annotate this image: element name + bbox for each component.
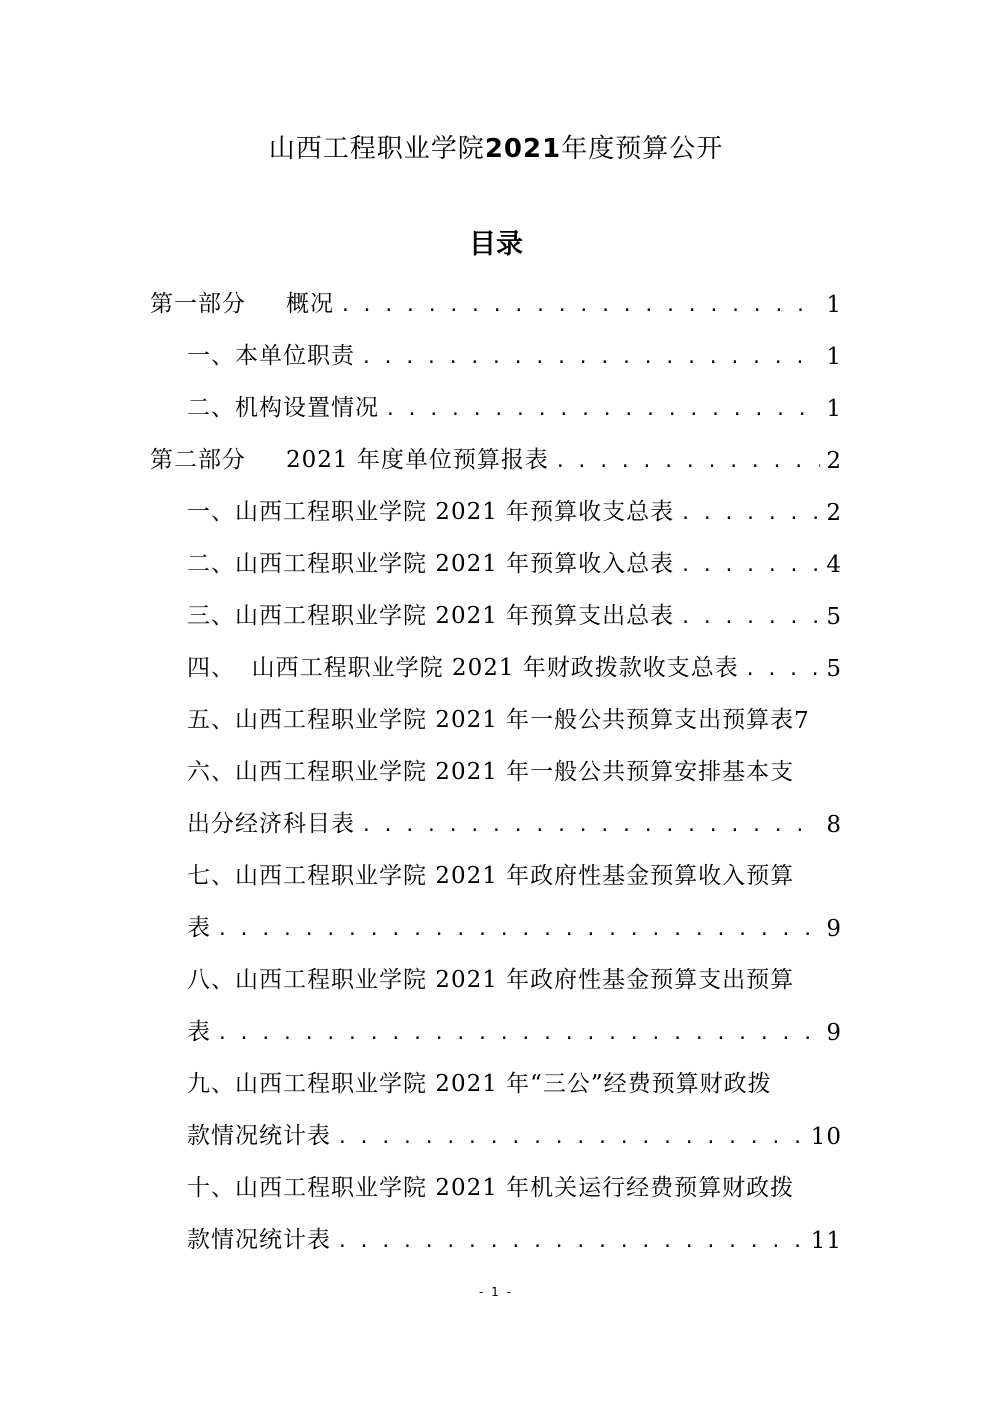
toc-entry-text-line1: 十、山西工程职业学院 2021 年机关运行经费预算财政拨 <box>187 1175 795 1201</box>
toc-entry-basic-expenditure-economic[interactable] <box>187 734 842 838</box>
dot-leader <box>337 1127 805 1150</box>
page-footer-number: - 1 - <box>479 1285 513 1299</box>
toc-page-number: 2 <box>826 500 842 526</box>
document-title <box>0 128 992 165</box>
toc-page-number: 9 <box>826 1020 842 1046</box>
dot-leader <box>361 347 820 370</box>
dot-leader <box>745 659 821 682</box>
toc-entry-text: 三、山西工程职业学院 2021 年预算支出总表 <box>187 603 675 629</box>
toc-page-number: 2 <box>826 448 842 474</box>
toc-page-number: 4 <box>826 552 842 578</box>
table-of-contents <box>150 266 842 1254</box>
toc-page-number: 9 <box>826 916 842 942</box>
toc-entry-text: 二、机构设置情况 <box>187 395 379 421</box>
toc-entry-text: 一、本单位职责 <box>187 343 355 369</box>
toc-entry-text-line2: 款情况统计表 <box>187 1227 331 1253</box>
toc-entry-text-line2: 表 <box>187 1019 211 1045</box>
toc-entry-part-2[interactable] <box>150 422 842 474</box>
toc-entry-text: 四、 山西工程职业学院 2021 年财政拨款收支总表 <box>187 655 739 681</box>
title-year: 2021 <box>484 134 562 164</box>
dot-leader <box>217 1023 820 1046</box>
toc-entry-three-public-expenses[interactable] <box>187 1046 842 1150</box>
title-suffix: 年度预算公开 <box>561 134 724 164</box>
dot-leader <box>361 815 820 838</box>
toc-page-number: 1 <box>826 292 842 318</box>
toc-entry-text-line2: 款情况统计表 <box>187 1123 331 1149</box>
toc-entry-text-line1: 九、山西工程职业学院 2021 年“三公”经费预算财政拨 <box>187 1071 772 1097</box>
dot-leader <box>337 1231 805 1254</box>
toc-entry-agency-operating-expenses[interactable] <box>187 1150 842 1254</box>
toc-entry-text-line2: 出分经济科目表 <box>187 811 355 837</box>
toc-entry-text-line1: 七、山西工程职业学院 2021 年政府性基金预算收入预算 <box>187 863 795 889</box>
toc-page-number: 5 <box>826 656 842 682</box>
toc-entry-text: 第二部分 2021 年度单位预算报表 <box>150 447 549 473</box>
toc-entry-text-line1: 八、山西工程职业学院 2021 年政府性基金预算支出预算 <box>187 967 795 993</box>
toc-entry-fiscal-appropriation[interactable] <box>187 630 842 682</box>
dot-leader <box>680 607 820 630</box>
toc-entry-text: 五、山西工程职业学院 2021 年一般公共预算支出预算表 <box>187 707 795 733</box>
toc-entry-text: 一、山西工程职业学院 2021 年预算收支总表 <box>187 499 675 525</box>
toc-page-number: 10 <box>810 1124 842 1150</box>
toc-entry-text: 二、山西工程职业学院 2021 年预算收入总表 <box>187 551 675 577</box>
toc-entry-part-1[interactable] <box>150 266 842 318</box>
toc-page-number: 1 <box>826 396 842 422</box>
toc-entry-expenditure-summary[interactable] <box>187 578 842 630</box>
toc-entry-budget-summary[interactable] <box>187 474 842 526</box>
toc-page-number: 1 <box>826 344 842 370</box>
toc-page-number: 8 <box>826 812 842 838</box>
toc-entry-gov-fund-expenditure[interactable] <box>187 942 842 1046</box>
toc-entry-unit-duties[interactable] <box>187 318 842 370</box>
dot-leader <box>340 295 820 318</box>
toc-page-number: 5 <box>826 604 842 630</box>
toc-heading: 目录 <box>469 229 523 260</box>
toc-page-number: 7 <box>794 708 810 734</box>
dot-leader <box>385 399 820 422</box>
toc-entry-text: 第一部分 概况 <box>150 291 334 317</box>
dot-leader <box>680 503 820 526</box>
toc-page-number: 11 <box>810 1228 842 1254</box>
dot-leader <box>680 555 820 578</box>
toc-entry-text-line1: 六、山西工程职业学院 2021 年一般公共预算安排基本支 <box>187 759 795 785</box>
toc-entry-text-line2: 表 <box>187 915 211 941</box>
toc-entry-general-public-expenditure[interactable] <box>187 682 850 734</box>
toc-entry-gov-fund-income[interactable] <box>187 838 842 942</box>
title-prefix: 山西工程职业学院 <box>268 134 485 164</box>
dot-leader <box>555 451 821 474</box>
dot-leader <box>217 919 820 942</box>
toc-entry-income-summary[interactable] <box>187 526 842 578</box>
toc-entry-org-structure[interactable] <box>187 370 842 422</box>
